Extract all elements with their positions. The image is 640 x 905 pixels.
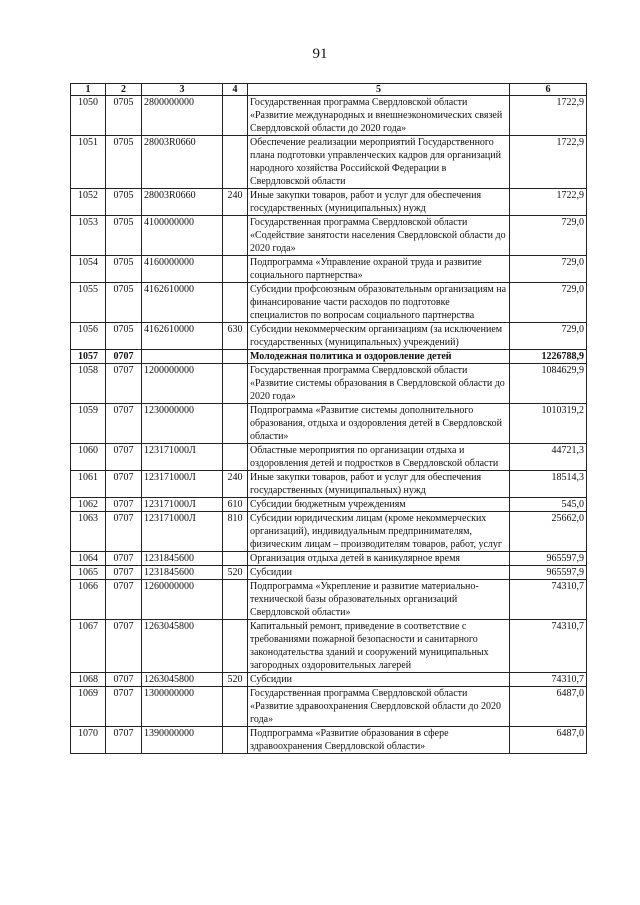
item-name-cell: Молодежная политика и оздоровление детей — [248, 350, 510, 364]
row-number-cell: 1065 — [71, 566, 106, 580]
row-number-cell: 1062 — [71, 498, 106, 512]
table-header-row — [71, 84, 587, 96]
item-name-cell: Подпрограмма «Развитие системы дополнительного образования, отдыха и оздоровления детей в Свердловской области» — [248, 404, 510, 444]
table-row — [71, 471, 587, 498]
item-name-cell: Подпрограмма «Развитие образования в сфере здравоохранения Свердловской области» — [248, 727, 510, 754]
section-code-cell: 0705 — [106, 136, 142, 189]
amount-cell: 545,0 — [510, 498, 587, 512]
amount-cell: 965597,9 — [510, 566, 587, 580]
amount-cell: 729,0 — [510, 283, 587, 323]
section-code-cell: 0707 — [106, 687, 142, 727]
item-name-cell: Иные закупки товаров, работ и услуг для обеспечения государственных (муниципальных) нужд — [248, 189, 510, 216]
table-row — [71, 512, 587, 552]
expense-type-cell — [223, 283, 248, 323]
item-name-cell: Субсидии профсоюзным образовательным организациям на финансирование части расходов по подготовке специалистов по вопросам социального партнерства — [248, 283, 510, 323]
target-code-cell: 4160000000 — [142, 256, 223, 283]
table-body — [71, 96, 587, 754]
row-number-cell: 1056 — [71, 323, 106, 350]
target-code-cell: 1300000000 — [142, 687, 223, 727]
item-name-cell: Организация отдыха детей в каникулярное время — [248, 552, 510, 566]
expense-type-cell — [223, 364, 248, 404]
amount-cell: 44721,3 — [510, 444, 587, 471]
item-name-cell: Субсидии юридическим лицам (кроме некоммерческих организаций), индивидуальным предпринимателям, физическим лицам – производителям товаров, работ, услуг — [248, 512, 510, 552]
item-name-cell: Государственная программа Свердловской области «Развитие системы образования в Свердловской области до 2020 года» — [248, 364, 510, 404]
table-row — [71, 673, 587, 687]
target-code-cell: 1260000000 — [142, 580, 223, 620]
target-code-cell: 123171000Л — [142, 471, 223, 498]
target-code-cell: 123171000Л — [142, 512, 223, 552]
table-row — [71, 687, 587, 727]
amount-cell: 6487,0 — [510, 727, 587, 754]
item-name-cell: Государственная программа Свердловской области «Развитие международных и внешнеэкономических связей Свердловской области до 2020 года» — [248, 96, 510, 136]
target-code-cell: 1231845600 — [142, 566, 223, 580]
table-row — [71, 552, 587, 566]
row-number-cell: 1057 — [71, 350, 106, 364]
amount-cell: 6487,0 — [510, 687, 587, 727]
expense-type-cell — [223, 256, 248, 283]
row-number-cell: 1059 — [71, 404, 106, 444]
section-code-cell: 0707 — [106, 620, 142, 673]
table-row — [71, 620, 587, 673]
row-number-cell: 1067 — [71, 620, 106, 673]
expense-type-cell — [223, 136, 248, 189]
amount-cell: 1010319,2 — [510, 404, 587, 444]
table-row — [71, 96, 587, 136]
target-code-cell: 1200000000 — [142, 364, 223, 404]
expense-type-cell — [223, 444, 248, 471]
row-number-cell: 1060 — [71, 444, 106, 471]
amount-cell: 18514,3 — [510, 471, 587, 498]
column-header: 3 — [142, 84, 223, 96]
item-name-cell: Государственная программа Свердловской области «Развитие здравоохранения Свердловской области до 2020 года» — [248, 687, 510, 727]
amount-cell: 1722,9 — [510, 96, 587, 136]
expense-type-cell — [223, 580, 248, 620]
section-code-cell: 0705 — [106, 216, 142, 256]
item-name-cell: Обеспечение реализации мероприятий Государственного плана подготовки управленческих кадров для организаций народного хозяйства Российской Федерации в Свердловской области — [248, 136, 510, 189]
table-row — [71, 580, 587, 620]
target-code-cell: 1263045800 — [142, 620, 223, 673]
item-name-cell: Субсидии — [248, 673, 510, 687]
expense-type-cell — [223, 552, 248, 566]
section-code-cell: 0705 — [106, 283, 142, 323]
expense-type-cell: 240 — [223, 471, 248, 498]
amount-cell: 1226788,9 — [510, 350, 587, 364]
section-code-cell: 0705 — [106, 256, 142, 283]
amount-cell: 74310,7 — [510, 673, 587, 687]
item-name-cell: Субсидии — [248, 566, 510, 580]
table-row — [71, 216, 587, 256]
row-number-cell: 1058 — [71, 364, 106, 404]
column-header: 6 — [510, 84, 587, 96]
row-number-cell: 1066 — [71, 580, 106, 620]
expense-type-cell — [223, 216, 248, 256]
section-code-cell: 0707 — [106, 512, 142, 552]
row-number-cell: 1061 — [71, 471, 106, 498]
table-row — [71, 350, 587, 364]
target-code-cell: 4100000000 — [142, 216, 223, 256]
section-code-cell: 0707 — [106, 566, 142, 580]
section-code-cell: 0707 — [106, 471, 142, 498]
page-number: 91 — [312, 46, 328, 62]
target-code-cell: 28003R0660 — [142, 189, 223, 216]
amount-cell: 729,0 — [510, 216, 587, 256]
item-name-cell: Субсидии бюджетным учреждениям — [248, 498, 510, 512]
row-number-cell: 1063 — [71, 512, 106, 552]
expense-type-cell: 520 — [223, 673, 248, 687]
target-code-cell: 4162610000 — [142, 283, 223, 323]
expense-type-cell — [223, 687, 248, 727]
budget-table — [70, 83, 587, 754]
amount-cell: 729,0 — [510, 256, 587, 283]
table-row — [71, 404, 587, 444]
target-code-cell: 1230000000 — [142, 404, 223, 444]
target-code-cell: 2800000000 — [142, 96, 223, 136]
row-number-cell: 1053 — [71, 216, 106, 256]
expense-type-cell — [223, 350, 248, 364]
column-header: 1 — [71, 84, 106, 96]
row-number-cell: 1052 — [71, 189, 106, 216]
row-number-cell: 1051 — [71, 136, 106, 189]
target-code-cell: 123171000Л — [142, 498, 223, 512]
expense-type-cell — [223, 404, 248, 444]
amount-cell: 965597,9 — [510, 552, 587, 566]
table-row — [71, 136, 587, 189]
row-number-cell: 1050 — [71, 96, 106, 136]
row-number-cell: 1069 — [71, 687, 106, 727]
item-name-cell: Капитальный ремонт, приведение в соответствие с требованиями пожарной безопасности и санитарного законодательства зданий и сооружений муниципальных загородных оздоровительных лагерей — [248, 620, 510, 673]
section-code-cell: 0705 — [106, 189, 142, 216]
expense-type-cell: 810 — [223, 512, 248, 552]
section-code-cell: 0705 — [106, 96, 142, 136]
amount-cell: 25662,0 — [510, 512, 587, 552]
table-row — [71, 444, 587, 471]
item-name-cell: Подпрограмма «Управление охраной труда и развитие социального партнерства» — [248, 256, 510, 283]
target-code-cell: 123171000Л — [142, 444, 223, 471]
target-code-cell: 1263045800 — [142, 673, 223, 687]
amount-cell: 74310,7 — [510, 620, 587, 673]
row-number-cell: 1054 — [71, 256, 106, 283]
table-row — [71, 364, 587, 404]
item-name-cell: Иные закупки товаров, работ и услуг для обеспечения государственных (муниципальных) нужд — [248, 471, 510, 498]
table-row — [71, 727, 587, 754]
target-code-cell: 1390000000 — [142, 727, 223, 754]
expense-type-cell: 630 — [223, 323, 248, 350]
amount-cell: 1084629,9 — [510, 364, 587, 404]
expense-type-cell: 240 — [223, 189, 248, 216]
amount-cell: 1722,9 — [510, 136, 587, 189]
item-name-cell: Подпрограмма «Укрепление и развитие материально-технической базы образовательных организаций Свердловской области» — [248, 580, 510, 620]
target-code-cell: 1231845600 — [142, 552, 223, 566]
amount-cell: 1722,9 — [510, 189, 587, 216]
column-header: 2 — [106, 84, 142, 96]
target-code-cell — [142, 350, 223, 364]
section-code-cell: 0707 — [106, 404, 142, 444]
section-code-cell: 0707 — [106, 673, 142, 687]
section-code-cell: 0707 — [106, 727, 142, 754]
expense-type-cell — [223, 727, 248, 754]
section-code-cell: 0707 — [106, 364, 142, 404]
row-number-cell: 1068 — [71, 673, 106, 687]
section-code-cell: 0707 — [106, 498, 142, 512]
table-row — [71, 256, 587, 283]
expense-type-cell: 520 — [223, 566, 248, 580]
section-code-cell: 0707 — [106, 580, 142, 620]
amount-cell: 74310,7 — [510, 580, 587, 620]
amount-cell: 729,0 — [510, 323, 587, 350]
table-row — [71, 189, 587, 216]
table-row — [71, 566, 587, 580]
row-number-cell: 1070 — [71, 727, 106, 754]
section-code-cell: 0707 — [106, 444, 142, 471]
item-name-cell: Областные мероприятия по организации отдыха и оздоровления детей и подростков в Свердловской области — [248, 444, 510, 471]
section-code-cell: 0707 — [106, 552, 142, 566]
row-number-cell: 1055 — [71, 283, 106, 323]
table-row — [71, 323, 587, 350]
table-row — [71, 498, 587, 512]
item-name-cell: Государственная программа Свердловской области «Содействие занятости населения Свердловской области до 2020 года» — [248, 216, 510, 256]
expense-type-cell: 610 — [223, 498, 248, 512]
target-code-cell: 28003R0660 — [142, 136, 223, 189]
row-number-cell: 1064 — [71, 552, 106, 566]
column-header: 4 — [223, 84, 248, 96]
table-row — [71, 283, 587, 323]
target-code-cell: 4162610000 — [142, 323, 223, 350]
section-code-cell: 0707 — [106, 350, 142, 364]
item-name-cell: Субсидии некоммерческим организациям (за исключением государственных (муниципальных) учреждений) — [248, 323, 510, 350]
expense-type-cell — [223, 96, 248, 136]
expense-type-cell — [223, 620, 248, 673]
column-header: 5 — [248, 84, 510, 96]
section-code-cell: 0705 — [106, 323, 142, 350]
